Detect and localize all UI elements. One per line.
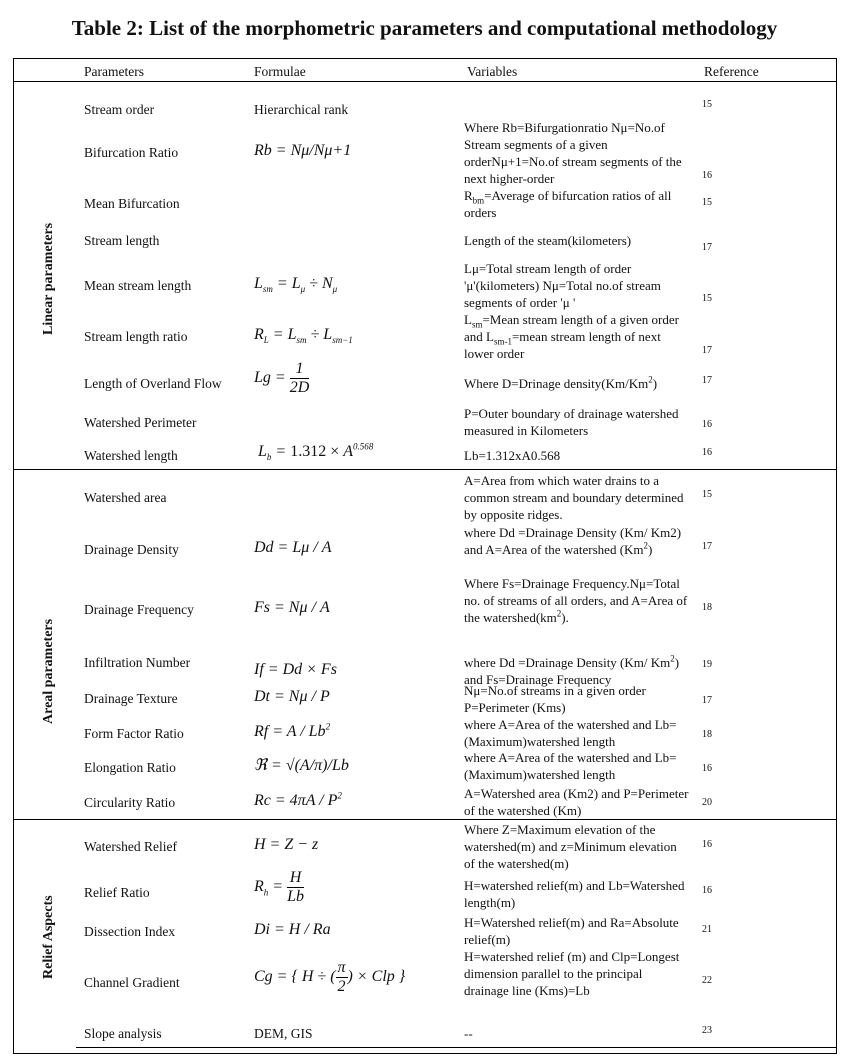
row-variables: $R_{bm}=Average$ of bifurcation ratios of all orders <box>464 188 672 220</box>
row-label: Drainage Density <box>84 542 179 557</box>
row-ref: 17 <box>702 695 712 706</box>
header-divider <box>14 81 836 82</box>
row-formula: Dd = Lμ / A <box>254 539 332 556</box>
row-label: Stream length ratio <box>84 329 188 344</box>
row-ref: 17 <box>702 345 712 356</box>
row-formula: $L_{sm} = L_\mu \div N_\mu$ <box>254 275 338 295</box>
row-ref: 15 <box>702 293 712 304</box>
row-variables: Where Rb=Bifurgationratio Nμ=No.of Stream segments of a given orderNμ+1=No.of stream segments of the next higher-order <box>464 120 682 186</box>
row-formula: $L_b = 1.312 \times A^{0.568}$ <box>258 441 374 463</box>
row-formula: Dt = Nμ / P <box>254 688 330 705</box>
row-formula: If = Dd × Fs <box>254 661 337 678</box>
row-variables: A=Area from which water drains to a common stream and boundary determined by opposite ridges. <box>464 473 684 522</box>
row-label: Elongation Ratio <box>84 760 176 775</box>
row-formula: $R_L = L_{sm} \div L_{sm-1}$ <box>254 326 353 346</box>
divider-areal <box>14 469 836 470</box>
section-areal: Areal parameters <box>41 618 56 724</box>
row-variables: Nμ=No.of streams in a given order P=Perimeter (Kms) <box>464 683 646 715</box>
row-label: Relief Ratio <box>84 885 150 900</box>
row-label: Bifurcation Ratio <box>84 145 179 160</box>
header-parameters: Parameters <box>84 64 144 79</box>
row-variables: Where Fs=Drainage Frequency.Nμ=Total no. of streams of all orders, and A=Area of the $watershed(km^2)$. <box>464 576 688 625</box>
row-ref: 15 <box>702 489 712 500</box>
row-ref: 16 <box>702 447 712 458</box>
row-ref: 19 <box>702 659 712 670</box>
row-variables: P=Outer boundary of drainage watershed measured in Kilometers <box>464 406 679 438</box>
section-linear: Linear parameters <box>41 222 56 335</box>
row-variables: where Dd =Drainage Density (Km/ Km2) and A=Area of the watershed (Km$^2$) <box>464 525 682 557</box>
row-formula: ℜ = √(A/π)/Lb <box>254 757 349 774</box>
morphometric-table <box>13 58 837 1054</box>
row-variables: Lb=1.312xA0.568 <box>464 448 561 463</box>
row-ref: 18 <box>702 729 712 740</box>
row-formula: Rb = Nμ/Nμ+1 <box>254 142 352 159</box>
row-formula: Cg = { H ÷ ( $\frac{\pi}{2}$ ) × Clp } <box>254 959 406 995</box>
table-title: Table 2: List of the morphometric parameters and computational methodology <box>71 16 778 40</box>
row-ref: 21 <box>702 924 712 935</box>
row-label: Slope analysis <box>84 1026 162 1041</box>
row-ref: 16 <box>702 419 712 430</box>
row-label: Stream order <box>84 102 155 117</box>
table-bottom-rule <box>76 1047 836 1048</box>
row-formula: $Rc = 4\pi A / P^2$ <box>254 790 342 809</box>
row-ref: 17 <box>702 375 712 386</box>
row-ref: 20 <box>702 797 712 808</box>
row-formula: Rf = A / Lb$^2$ <box>254 721 331 740</box>
row-label: Drainage Frequency <box>84 602 194 617</box>
header-reference: Reference <box>704 64 759 79</box>
row-variables: $L_{sm}=Mean$ stream length of a given order and $L_{sm-1}=mean$ stream length of next lower order <box>464 312 679 361</box>
row-ref: 17 <box>702 242 712 253</box>
row-variables: Where D=Drinage density(Km/Km$^2$) <box>464 374 658 391</box>
header-variables: Variables <box>467 64 518 79</box>
row-label: Mean Bifurcation <box>84 196 180 211</box>
row-label: Watershed Perimeter <box>84 415 197 430</box>
row-label: Drainage Texture <box>84 691 178 706</box>
row-ref: 15 <box>702 197 712 208</box>
row-label: Watershed length <box>84 448 178 463</box>
divider-relief <box>14 819 836 820</box>
row-ref: 16 <box>702 763 712 774</box>
row-ref: 23 <box>702 1025 712 1036</box>
row-variables: where A=Area of the watershed and Lb=(Maximum)watershed length <box>464 717 677 749</box>
row-label: Circularity Ratio <box>84 795 176 810</box>
row-variables: H=watershed relief (m) and Clp=Longest dimension parallel to the principal drainage line (Kms)=Lb <box>464 949 680 998</box>
row-label: Channel Gradient <box>84 975 180 990</box>
row-formula: Hierarchical rank <box>254 102 349 117</box>
row-variables: Length of the steam(kilometers) <box>464 233 632 248</box>
row-formula: Di = H / Ra <box>254 921 331 938</box>
section-relief: Relief Aspects <box>41 895 56 979</box>
row-variables: where A=Area of the watershed and Lb=(Maximum)watershed length <box>464 750 677 782</box>
row-variables: H=watershed relief(m) and Lb=Watershed length(m) <box>464 878 685 910</box>
row-ref: 16 <box>702 839 712 850</box>
row-formula: Lg = $\frac{1}{2D}$ <box>254 360 310 396</box>
row-ref: 18 <box>702 602 712 613</box>
row-variables: A=Watershed area (Km2) and P=Perimeter of the watershed (Km) <box>464 786 689 818</box>
row-variables: Lμ=Total stream length of order 'μ'(kilometers) Nμ=Total no.of stream segments of order 'μ ' <box>464 261 661 310</box>
row-label: Infiltration Number <box>84 655 191 670</box>
row-label: Length of Overland Flow <box>84 376 222 391</box>
row-label: Watershed area <box>84 490 167 505</box>
row-variables: -- <box>464 1026 473 1041</box>
row-formula: H = Z − z <box>254 836 319 853</box>
row-formula: $R_h$ = $\frac{H}{Lb}$ <box>254 869 304 905</box>
header-formulae: Formulae <box>254 64 306 79</box>
row-variables: where Dd =Drainage Density (Km/ Km$^2$) and Fs=Drainage Frequency <box>464 653 680 687</box>
row-label: Dissection Index <box>84 924 176 939</box>
row-label: Mean stream length <box>84 278 192 293</box>
row-ref: 16 <box>702 885 712 896</box>
row-formula: Fs = Nμ / A <box>254 599 330 616</box>
row-formula: DEM, GIS <box>254 1026 313 1041</box>
row-label: Form Factor Ratio <box>84 726 184 741</box>
row-ref: 17 <box>702 541 712 552</box>
row-ref: 16 <box>702 170 712 181</box>
row-ref: 15 <box>702 99 712 110</box>
row-variables: H=Watershed relief(m) and Ra=Absolute relief(m) <box>464 915 679 947</box>
row-ref: 22 <box>702 975 712 986</box>
row-variables: Where Z=Maximum elevation of the watershed(m) and z=Minimum elevation of the watershed(m) <box>464 822 677 871</box>
row-label: Watershed Relief <box>84 839 177 854</box>
row-label: Stream length <box>84 233 160 248</box>
